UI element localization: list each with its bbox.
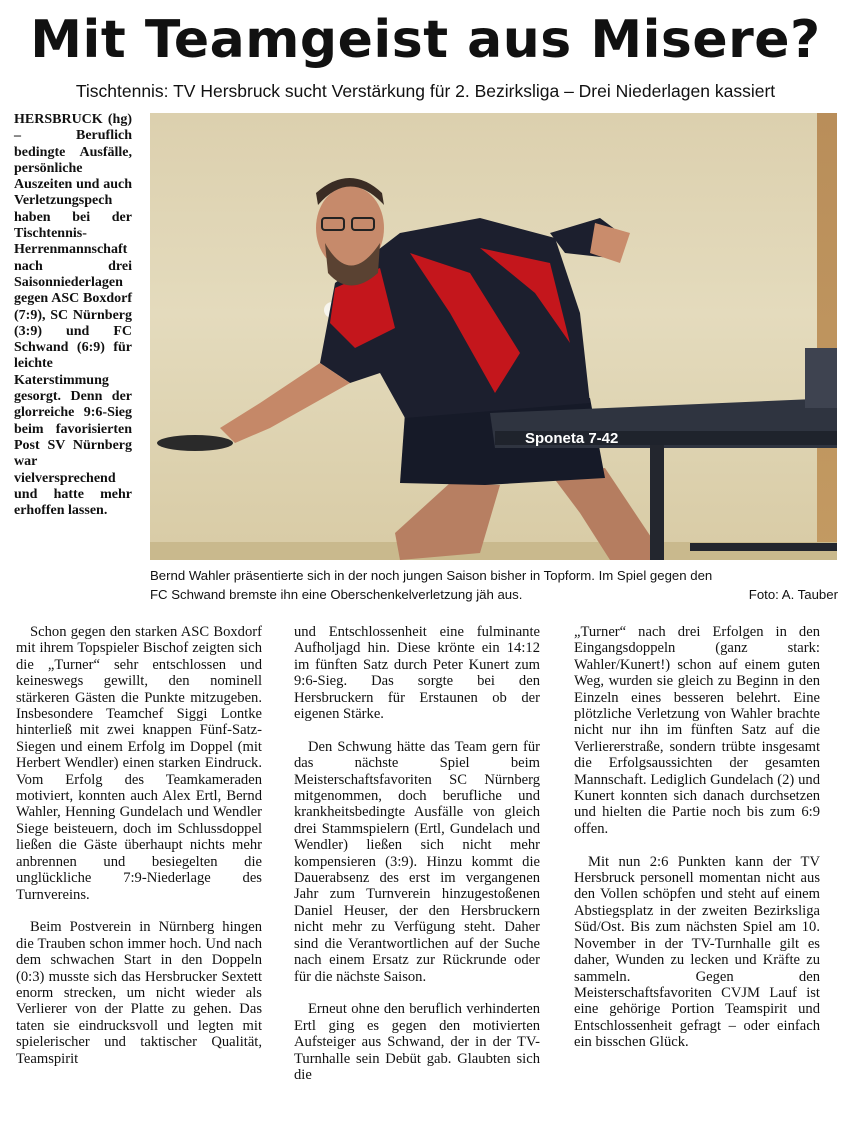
article-photo: [150, 113, 837, 560]
table-leg: [650, 445, 664, 560]
paragraph: Den Schwung hätte das Team gern für das nächste Spiel beim Meisterschaftsfavoriten SC Nürnberg mitgenommen, doch berufliche und krankheitsbedingte Ausfälle von gleich drei Stammspielern (Ertl, Gundelach und Wendler) ließen sich nicht mehr kompensieren (3:9). Hinzu kommt die Dauerabsenz des erst im vergangenen Jahr zum Turnverein hinzugestoßenen Daniel Heuser, der den Hersbruckern nicht mehr zu Verfügung steht. Daher sind die Verantwortlichen auf der Suche nach einem Ersatz zur Rückrunde oder für die nächste Saison.: [294, 738, 540, 985]
player-arm-left: [220, 363, 350, 443]
table-brand-label: Sponeta 7-42: [525, 430, 619, 447]
article-subheadline: Tischtennis: TV Hersbruck sucht Verstärkung für 2. Bezirksliga – Drei Niederlagen kassiert: [75, 81, 776, 101]
paragraph: „Turner“ nach drei Erfolgen in den Eingangsdoppeln (ganz stark: Wahler/Kunert!) schon auf einem guten Weg, wurden sie gleich zu Beginn in den Einzeln eines besseren belehrt. Eine plötzliche Verletzung von Wahler brachte nicht nur ihn im fünften Satz auf die Verliererstraße, sondern trübte insgesamt die Erfolgsaussichten der gesamten Mannschaft. Lediglich Gundelach (2) und Kunert konnten sich danach durchsetzen und hielten die Partie noch bis zum 6:9 offen.: [574, 624, 820, 837]
article-intro: HERSBRUCK (hg) – Beruflich bedingte Ausfälle, persönliche Auszeiten und auch Verletzungspech haben bei der Tischtennis-Herrenmannschaft nach drei Saisonniederlagen gegen ASC Boxdorf (7:9), SC Nürnberg (3:9) und FC Schwand (6:9) für leichte Katerstimmung gesorgt. Denn der glorreiche 9:6-Sieg beim favorisierten Post SV Nürnberg war vielversprechend und hatte mehr erhoffen lassen.: [14, 112, 132, 519]
paragraph: Schon gegen den starken ASC Boxdorf mit ihrem Topspieler Bischof zeigten sich die „Turner“ sehr entschlossen und keineswegs gewillt, den nominell stärkeren Gästen die Punkte mitzugeben. Insbesondere Teamchef Siggi Lontke hinterließ mit zwei knappen Fünf-Satz-Siegen und einem Erfolg im Doppel (mit Herbert Wendler) einen starken Eindruck. Vom Erfolg des Teamkameraden motiviert, konnten auch Alex Ertl, Bernd Wahler, Henning Gundelach und Wendler Siege beisteuern, doch im Schlussdoppel ließen die Gäste überhaupt nichts mehr anbrennen und besiegelten die unglückliche 7:9-Niederlage des Turnvereins.: [16, 624, 262, 903]
table-net: [805, 348, 837, 408]
caption-line-1: Bernd Wahler präsentierte sich in der noch jungen Saison bisher in Topform. Im Spiel gegen den: [150, 568, 713, 583]
article-headline: Mit Teamgeist aus Misere?: [30, 10, 821, 70]
article-column-3: [574, 624, 820, 1067]
paragraph: und Entschlossenheit eine fulminante Aufholjagd hin. Diese krönte ein 14:12 im fünften Satz durch Peter Kunert zum 9:6-Sieg. Das sorgte bei den Hersbruckern für Erstaunen ob der eigenen Stärke.: [294, 624, 540, 723]
paragraph: Erneut ohne den beruflich verhinderten Ertl ging es gegen den motivierten Aufsteiger aus Schwand, der in der TV-Turnhalle sein Debüt gab. Glaubten sich die: [294, 1001, 540, 1083]
player-illustration: [150, 113, 837, 560]
photo-caption: [150, 566, 838, 604]
paragraph: Beim Postverein in Nürnberg hingen die Trauben schon immer hoch. Und nach dem schwachen Start in den Doppeln (0:3) musste sich das Hersbrucker Sextett enorm strecken, um nicht wieder als Verlierer von der Platte zu gehen. Das taten sie eindrucksvoll und legten mit spielerischer und taktischer Qualität, Teamspirit: [16, 919, 262, 1067]
player-leg-right: [550, 468, 655, 560]
caption-line-2: FC Schwand bremste ihn eine Oberschenkelverletzung jäh aus.: [150, 587, 523, 602]
article-column-1: [16, 624, 262, 1083]
photo-credit: Foto: A. Tauber: [748, 587, 838, 602]
table-frame: [690, 543, 837, 551]
player-leg-left: [395, 483, 500, 560]
racket: [157, 435, 233, 451]
article-column-2: [294, 624, 540, 1100]
player-hand-right: [590, 223, 630, 263]
paragraph: Mit nun 2:6 Punkten kann der TV Hersbruck personell momentan nicht aus den Vollen schöpfen und steht auf einem Abstiegsplatz in der zweiten Bezirksliga Süd/Ost. Bis zum nächsten Spiel am 10. November in der TV-Turnhalle gilt es daher, Wunden zu lecken und Kräfte zu sammeln. Gegen den Meisterschaftsfavoriten CVJM Lauf ist eine gehörige Portion Teamspirit und Entschlossenheit gefragt – oder einfach ein bisschen Glück.: [574, 853, 820, 1051]
